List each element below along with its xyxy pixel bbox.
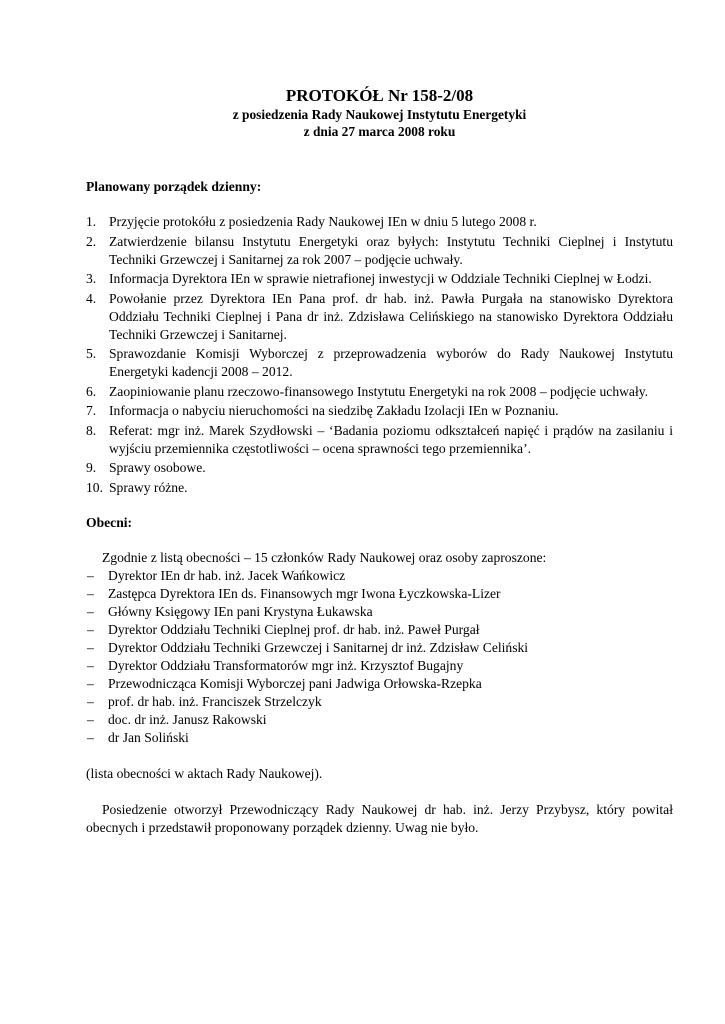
agenda-item	[86, 233, 673, 269]
attendee-name: doc. dr inż. Janusz Rakowski	[108, 711, 267, 727]
document-subtitle-date: z dnia 27 marca 2008 roku	[303, 124, 456, 139]
document-title: PROTOKÓŁ Nr 158-2/08	[285, 86, 474, 105]
agenda-item-number: 10.	[86, 479, 103, 495]
attendee-name: prof. dr hab. inż. Franciszek Strzelczyk	[108, 693, 322, 709]
attendee-item	[86, 657, 673, 675]
attendee-name: Dyrektor Oddziału Techniki Grzewczej i Sanitarnej dr inż. Zdzisław Celiński	[108, 639, 529, 655]
present-intro: Zgodnie z listą obecności – 15 członków Rady Naukowej oraz osoby zaproszone:	[102, 549, 547, 565]
attendee-name: Przewodnicząca Komisji Wyborczej pani Jadwiga Orłowska-Rzepka	[108, 675, 482, 691]
agenda-list	[86, 213, 673, 497]
attendee-name: Dyrektor Oddziału Techniki Cieplnej prof. dr hab. inż. Paweł Purgał	[108, 621, 480, 637]
agenda-item-text: Sprawy osobowe.	[109, 460, 206, 475]
attendee-name: Dyrektor IEn dr hab. inż. Jacek Wańkowicz	[108, 567, 346, 583]
attendance-note: (lista obecności w aktach Rady Naukowej).	[86, 765, 323, 781]
agenda-item	[86, 213, 673, 231]
agenda-item-text: Przyjęcie protokółu z posiedzenia Rady Naukowej IEn w dniu 5 lutego 2008 r.	[109, 214, 537, 229]
agenda-item-text: Referat: mgr inż. Marek Szydłowski – ‘Badania poziomu odkształceń napięć i prądów na zasilaniu i wyjściu przemiennika częstotliwości – ocena sprawności tego przemiennika’.	[109, 422, 673, 456]
agenda-heading: Planowany porządek dzienny:	[86, 179, 262, 194]
agenda-item-number: 1.	[86, 214, 97, 229]
attendee-name: Główny Księgowy IEn pani Krystyna Łukawska	[108, 603, 373, 619]
attendee-item	[86, 567, 673, 585]
agenda-item-number: 5.	[86, 346, 97, 361]
agenda-item-text: Zatwierdzenie bilansu Instytutu Energetyki oraz byłych: Instytutu Techniki Cieplnej i Instytutu Techniki Grzewczej i Sanitarnej za rok 2007 – podjęcie uchwały.	[109, 233, 673, 267]
document-page	[86, 86, 673, 837]
agenda-item-number: 6.	[86, 383, 97, 399]
agenda-item-number: 8.	[86, 422, 97, 438]
agenda-item	[86, 290, 673, 344]
agenda-item-text: Powołanie przez Dyrektora IEn Pana prof. dr hab. inż. Pawła Purgała na stanowisko Dyrektora Oddziału Techniki Cieplnej i Pana dr inż. Zdzisława Celińskiego na stanowisko Dyrektora Oddziału Techniki Grzewczej i Sanitarnej.	[109, 290, 673, 342]
dash-bullet: –	[87, 729, 94, 745]
closing-paragraph: Posiedzenie otworzył Przewodniczący Rady Naukowej dr hab. inż. Jerzy Przybysz, który powitał obecnych i przedstawił proponowany porządek dzienny. Uwag nie było.	[86, 801, 673, 835]
agenda-item	[86, 383, 673, 401]
agenda-item-number: 2.	[86, 233, 97, 249]
agenda-item	[86, 479, 673, 497]
attendee-name: dr Jan Soliński	[108, 729, 189, 745]
dash-bullet: –	[87, 675, 94, 691]
agenda-item-number: 7.	[86, 403, 97, 418]
dash-bullet: –	[87, 567, 94, 583]
agenda-item-text: Informacja o nabyciu nieruchomości na siedzibę Zakładu Izolacji IEn w Poznaniu.	[109, 403, 559, 418]
agenda-item	[86, 345, 673, 381]
attendee-item	[86, 639, 673, 657]
attendee-item	[86, 675, 673, 693]
attendee-item	[86, 693, 673, 711]
agenda-item-text: Informacja Dyrektora IEn w sprawie nietrafionej inwestycji w Oddziale Techniki Cieplnej w Łodzi.	[109, 271, 652, 286]
dash-bullet: –	[87, 621, 94, 637]
attendee-item	[86, 603, 673, 621]
agenda-item-number: 4.	[86, 290, 97, 306]
attendee-item	[86, 711, 673, 729]
dash-bullet: –	[87, 585, 94, 601]
dash-bullet: –	[87, 603, 94, 619]
attendee-name: Dyrektor Oddziału Transformatorów mgr inż. Krzysztof Bugajny	[108, 657, 464, 673]
agenda-item	[86, 402, 673, 420]
agenda-item	[86, 422, 673, 458]
attendee-name: Zastępca Dyrektora IEn ds. Finansowych mgr Iwona Łyczkowska-Lizer	[108, 585, 501, 601]
dash-bullet: –	[87, 711, 94, 727]
agenda-item-number: 3.	[86, 271, 97, 286]
agenda-item	[86, 459, 673, 477]
attendee-item	[86, 729, 673, 747]
agenda-item	[86, 270, 673, 288]
dash-bullet: –	[87, 657, 94, 673]
agenda-item-text: Zaopiniowanie planu rzeczowo-finansowego Instytutu Energetyki na rok 2008 – podjęcie uchwały.	[109, 383, 649, 399]
document-subtitle-council: z posiedzenia Rady Naukowej Instytutu Energetyki	[232, 107, 527, 122]
agenda-item-number: 9.	[86, 460, 97, 475]
attendee-item	[86, 585, 673, 603]
agenda-item-text: Sprawozdanie Komisji Wyborczej z przeprowadzenia wyborów do Rady Naukowej Instytutu Energetyki kadencji 2008 – 2012.	[109, 346, 673, 379]
dash-bullet: –	[87, 639, 94, 655]
attendee-list	[86, 567, 673, 747]
dash-bullet: –	[87, 693, 94, 709]
present-heading: Obecni:	[86, 514, 133, 530]
attendee-item	[86, 621, 673, 639]
agenda-item-text: Sprawy różne.	[109, 479, 188, 495]
